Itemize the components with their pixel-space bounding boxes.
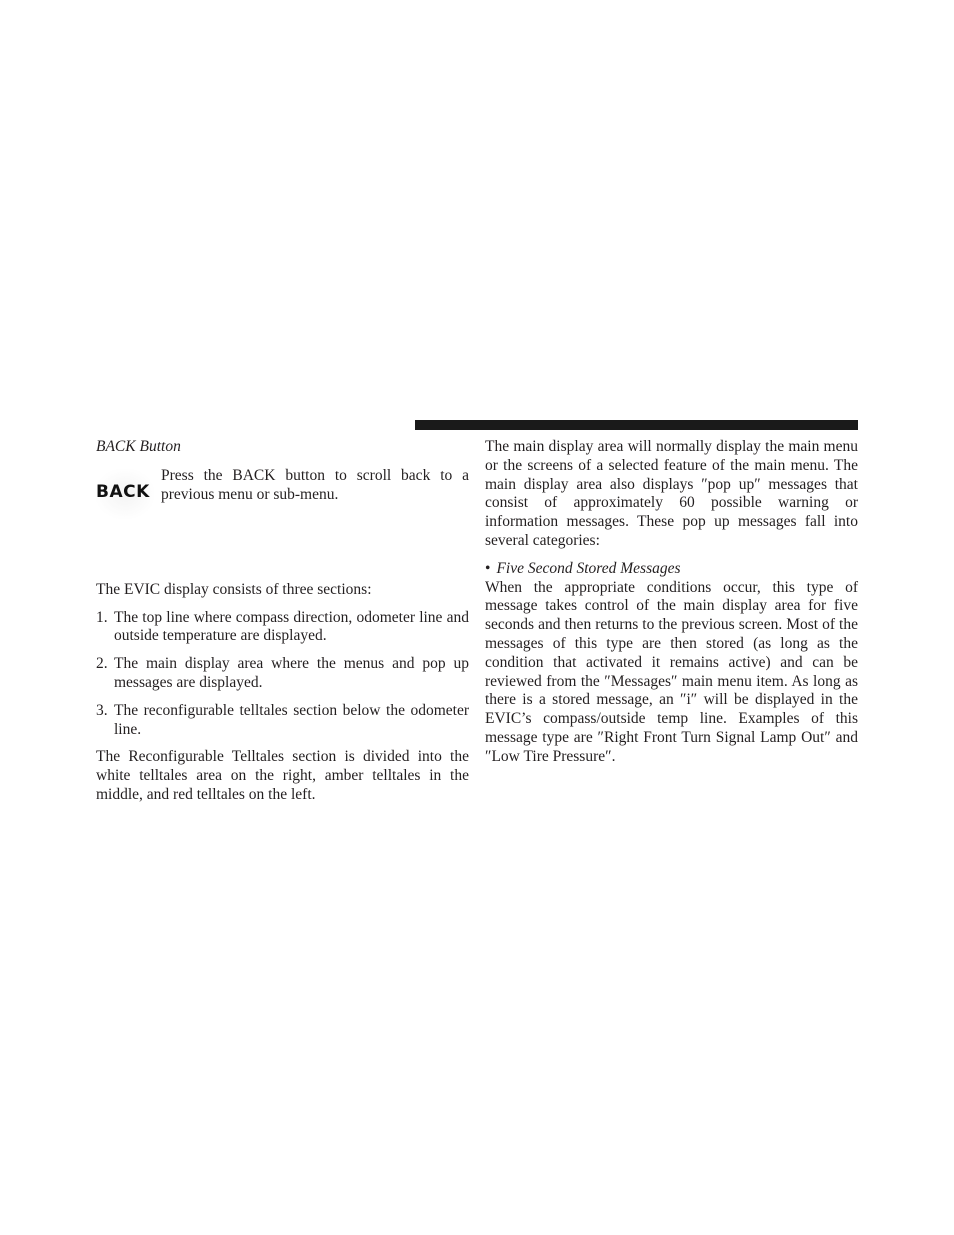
list-item	[96, 702, 469, 740]
list-item	[96, 655, 469, 693]
list-item-text: The reconfigurable telltales section below the odometer line.	[114, 701, 469, 738]
back-button-description	[96, 467, 469, 519]
list-item-text: The top line where compass direction, odometer line and outside temperature are displayed.	[114, 608, 469, 645]
list-item-text: The main display area where the menus and pop up messages are displayed.	[114, 655, 469, 691]
back-button-text: Press the BACK button to scroll back to a previous menu or sub-menu.	[161, 466, 469, 503]
bullet-heading	[485, 560, 858, 579]
telltales-paragraph: The Reconfigurable Telltales section is divided into the white telltales area on the right, amber telltales in the middle, and red telltales on the left.	[96, 748, 469, 803]
right-column	[485, 438, 858, 776]
back-button-heading: BACK Button	[96, 438, 181, 455]
list-item-number: 1.	[96, 608, 108, 626]
list-item	[96, 609, 469, 647]
list-item-number: 2.	[96, 655, 108, 673]
evic-intro: The EVIC display consists of three sections:	[96, 580, 372, 598]
bullet-icon: •	[485, 559, 491, 577]
back-button-icon	[96, 469, 154, 519]
back-button-icon-label: BACK	[96, 481, 150, 502]
list-item-number: 3.	[96, 701, 108, 719]
stored-messages-paragraph: When the appropriate conditions occur, this type of message takes control of the main display area for five seconds and then returns to the previous screen. Most of the messages of this type are then stored (as long as the condition that activated it remains active) and can be reviewed from the ″Messages″ main menu item. As long as there is a stored message, an ″i″ will be displayed in the EVIC’s compass/outside temp line. Examples of this message type are ″Right Front Turn Signal Lamp Out″ and ″Low Tire Pressure″.	[485, 578, 858, 765]
evic-sections-list	[96, 609, 469, 740]
section-header-bar	[415, 420, 858, 430]
main-display-paragraph: The main display area will normally display the main menu or the screens of a selected feature of the main menu. The main display area also displays ″pop up″ messages that consist of approximately 60 possible warning or information messages. These pop up messages fall into several categories:	[485, 438, 858, 549]
bullet-heading-text: Five Second Stored Messages	[496, 559, 681, 577]
left-column	[96, 438, 469, 814]
